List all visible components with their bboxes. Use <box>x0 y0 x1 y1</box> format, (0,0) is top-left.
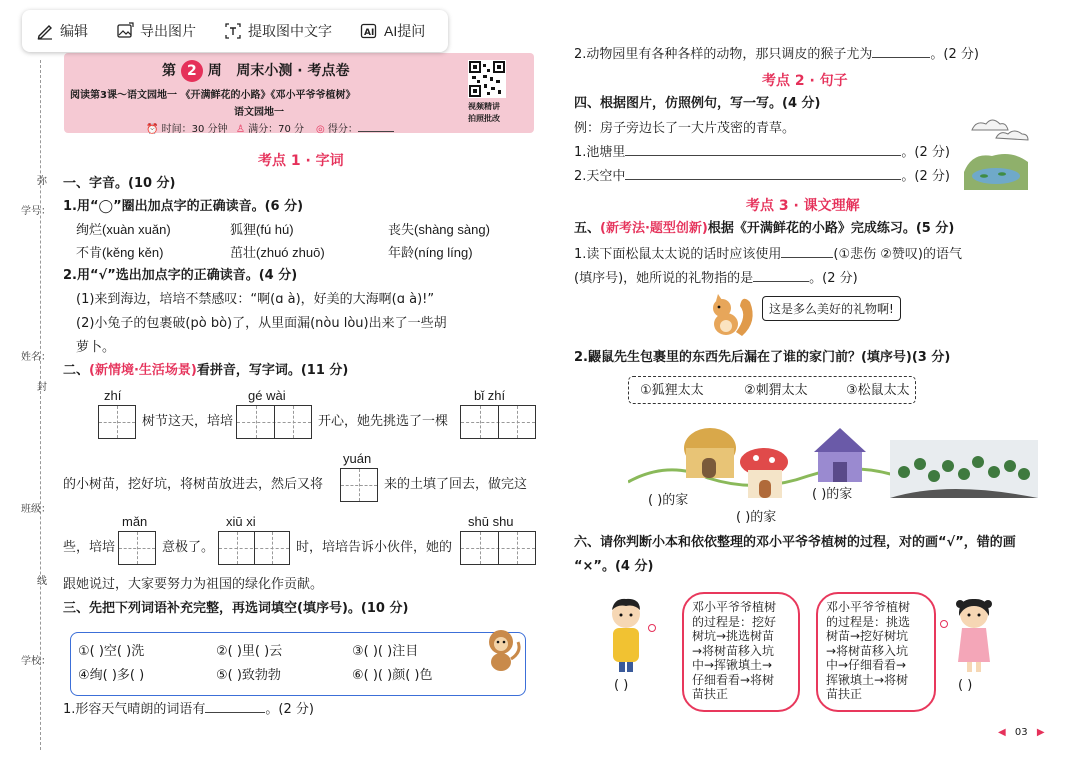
s1-r1-word2: 狐狸(fú hú) <box>230 222 294 238</box>
s1-r1-word1: 绚烂(xuàn xuǎn) <box>76 222 171 238</box>
pinyin-6: xiū xi <box>226 514 256 529</box>
seal-char-1: 弥 <box>37 176 47 187</box>
s1-q1: 1.用“◯”圈出加点字的正确读音。(6 分) <box>63 199 304 214</box>
s2-title: 二、(新情境·生活场景)看拼音，写字词。(11 分) <box>63 363 349 378</box>
s1-q2c: 萝卜。 <box>76 340 116 355</box>
s3-title: 三、先把下列词语补充完整，再选词填空(填序号)。(10 分) <box>63 601 409 616</box>
s4-q2: 2.天空中 。(2 分) <box>574 169 950 184</box>
export-image-button[interactable] <box>116 21 196 41</box>
image-export-icon <box>116 22 134 40</box>
s1-q2b: (2)小兔子的包裹破(pò bò)了，从里面漏(nòu lòu)出来了一些胡 <box>76 316 447 331</box>
s1-r2-word2: 茁壮(zhuó zhuō) <box>230 245 325 261</box>
s1-q2: 2.用“√”选出加点字的正确读音。(4 分) <box>63 268 298 283</box>
clouds-pond-illustration <box>962 112 1030 192</box>
word-4: ④绚( )多( ) <box>78 668 145 683</box>
s2-text8: 跟她说过，大家要努力为祖国的绿化作贡献。 <box>63 577 324 592</box>
char-box-3[interactable] <box>460 405 536 439</box>
s6-title-2: “×”。(4 分) <box>574 559 654 574</box>
boy-answer[interactable]: ( ) <box>614 678 629 693</box>
cloud-text-left: 邓小平爷爷植树 的过程是：挖好 树坑→挑选树苗 →将树苗移入坑 中→挥锹填土→ 仔细看看→将树 苗扶正 <box>692 600 777 701</box>
word-fill-box <box>70 632 526 696</box>
id-label: 学号： <box>21 206 51 217</box>
thought-dot-right <box>940 620 948 628</box>
kp3-title: 考点 3 · 课文理解 <box>746 198 860 214</box>
s4-q1: 1.池塘里 。(2 分) <box>574 145 950 160</box>
char-box-6[interactable] <box>218 531 290 565</box>
edit-label: 编辑 <box>60 23 88 39</box>
s1-r1-word3: 丧失(shàng sàng) <box>388 222 490 238</box>
s1-title: 一、字音。(10 分) <box>63 176 176 191</box>
extract-text-button[interactable] <box>224 21 332 41</box>
house-label-1: ( )的家 <box>648 493 689 508</box>
option-1: ①狐狸太太 <box>640 383 704 398</box>
ai-question-button[interactable] <box>360 21 425 41</box>
s5-q1-line1: 1.读下面松鼠太太说的话时应该使用 (①悲伤 ②赞叹)的语气 <box>574 247 962 262</box>
header-got: ◎ 得分： <box>316 120 394 135</box>
binding-line <box>40 60 41 750</box>
pinyin-4: yuán <box>343 451 372 466</box>
header-score: ♙ 满分：70 分 <box>236 124 305 135</box>
word-1: ①( )空( )洗 <box>78 644 145 659</box>
header-scope: 阅读第3课～语文园地一 《开满鲜花的小路》《邓小平爷爷植树》 <box>70 90 356 101</box>
char-box-2[interactable] <box>236 405 312 439</box>
ai-icon <box>360 22 378 40</box>
page-number: ◀ 03 ▶ <box>998 727 1045 738</box>
pinyin-7: shū shu <box>468 514 514 529</box>
next-page-icon[interactable]: ▶ <box>1036 727 1045 738</box>
boy-illustration <box>604 596 648 672</box>
s5-title: 五、(新考法·题型创新)根据《开满鲜花的小路》完成练习。(5 分) <box>574 221 955 236</box>
name-label: 姓名： <box>21 352 51 363</box>
class-label: 班级： <box>21 504 51 515</box>
s1-r2-word1: 不肯(kěng kěn) <box>76 245 164 261</box>
s2-text7: 时，培培告诉小伙伴，她的 <box>296 540 453 555</box>
option-3: ③松鼠太太 <box>846 383 910 398</box>
house-label-2: ( )的家 <box>736 510 777 525</box>
qr-code[interactable] <box>468 60 506 98</box>
word-6: ⑥( )( )颜( )色 <box>352 668 433 683</box>
header-title: 第 2 周 周末小测 · 考点卷 <box>162 60 349 82</box>
word-5: ⑤( )致勃勃 <box>216 668 281 683</box>
cloud-text-right: 邓小平爷爷植树 的过程是：挑选 树苗→挖好树坑 →将树苗移入坑 中→仔细看看→ 挥锹填土→将树 苗扶正 <box>826 600 911 701</box>
school-label: 学校： <box>21 656 51 667</box>
s1-r2-word3: 年龄(níng líng) <box>388 245 473 261</box>
girl-illustration <box>952 596 996 672</box>
svg-text:AI: AI <box>364 28 375 38</box>
squirrel-speech-bubble: 这是多么美好的礼物啊! <box>762 296 901 321</box>
kp2-title: 考点 2 · 句子 <box>762 73 848 89</box>
week-badge: 2 <box>181 60 203 82</box>
char-box-5[interactable] <box>118 531 156 565</box>
qr-caption-1: 视频精讲 <box>468 102 500 111</box>
s5-q2: 2.鼹鼠先生包裹里的东西先后漏在了谁的家门前？(填序号)(3 分) <box>574 350 951 365</box>
header-scope-2: 语文园地一 <box>234 107 284 118</box>
s1-q2a: (1)来到海边，培培不禁感叹：“啊(ɑ à)，好美的大海啊(ɑ à)!” <box>76 292 435 307</box>
pinyin-3: bǐ zhí <box>474 388 506 403</box>
pinyin-1: zhí <box>104 388 122 403</box>
extract-label: 提取图中文字 <box>248 23 332 39</box>
pencil-icon <box>36 22 54 40</box>
char-box-7[interactable] <box>460 531 536 565</box>
header-time: ⏰ 时间：30 分钟 <box>146 124 228 135</box>
seal-char-3: 线 <box>37 576 47 587</box>
prev-page-icon[interactable]: ◀ <box>998 727 1006 738</box>
seal-char-2: 封 <box>37 382 47 393</box>
pinyin-5: mǎn <box>122 514 148 529</box>
s2-text6: 意极了。 <box>162 540 215 555</box>
qr-caption-2: 拍照批改 <box>468 114 500 123</box>
squirrel-illustration <box>706 292 758 340</box>
s3-q2: 2.动物园里有各种各样的动物，那只调皮的猴子尤为 。(2 分) <box>574 47 979 62</box>
text-scan-icon <box>224 22 242 40</box>
s4-example: 例：房子旁边长了一大片茂密的青草。 <box>574 121 796 136</box>
s4-title: 四、根据图片，仿照例句，写一写。(4 分) <box>574 96 821 111</box>
kp1-title: 考点 1 · 字词 <box>258 153 344 169</box>
word-2: ②( )里( )云 <box>216 644 283 659</box>
option-2: ②刺猬太太 <box>744 383 808 398</box>
ai-label: AI提问 <box>384 23 426 39</box>
thought-dot-left <box>648 624 656 632</box>
char-box-4[interactable] <box>340 468 378 502</box>
s3-q1: 1.形容天气晴朗的词语有 。(2 分) <box>63 702 314 717</box>
char-box-1[interactable] <box>98 405 136 439</box>
house-label-3: ( )的家 <box>812 487 853 502</box>
floating-toolbar <box>22 10 448 52</box>
s6-title-1: 六、请你判断小本和依依整理的邓小平爷爷植树的过程，对的画“√”，错的画 <box>574 535 1016 550</box>
pinyin-2: gé wài <box>248 388 286 403</box>
girl-answer[interactable]: ( ) <box>958 678 973 693</box>
edit-button[interactable] <box>36 21 88 41</box>
s2-text4: 来的土填了回去，做完这 <box>384 477 528 492</box>
s5-q1-line2: (填序号)，她所说的礼物指的是 。(2 分) <box>574 271 858 286</box>
s2-text2: 开心，她先挑选了一棵 <box>318 414 449 429</box>
s2-text5: 些，培培 <box>63 540 116 555</box>
export-label: 导出图片 <box>140 23 196 39</box>
word-3: ③( )( )注目 <box>352 644 419 659</box>
s2-text3: 的小树苗，挖好坑，将树苗放进去，然后又将 <box>63 477 324 492</box>
monkey-illustration <box>476 624 526 674</box>
s2-text1: 树节这天，培培 <box>142 414 234 429</box>
